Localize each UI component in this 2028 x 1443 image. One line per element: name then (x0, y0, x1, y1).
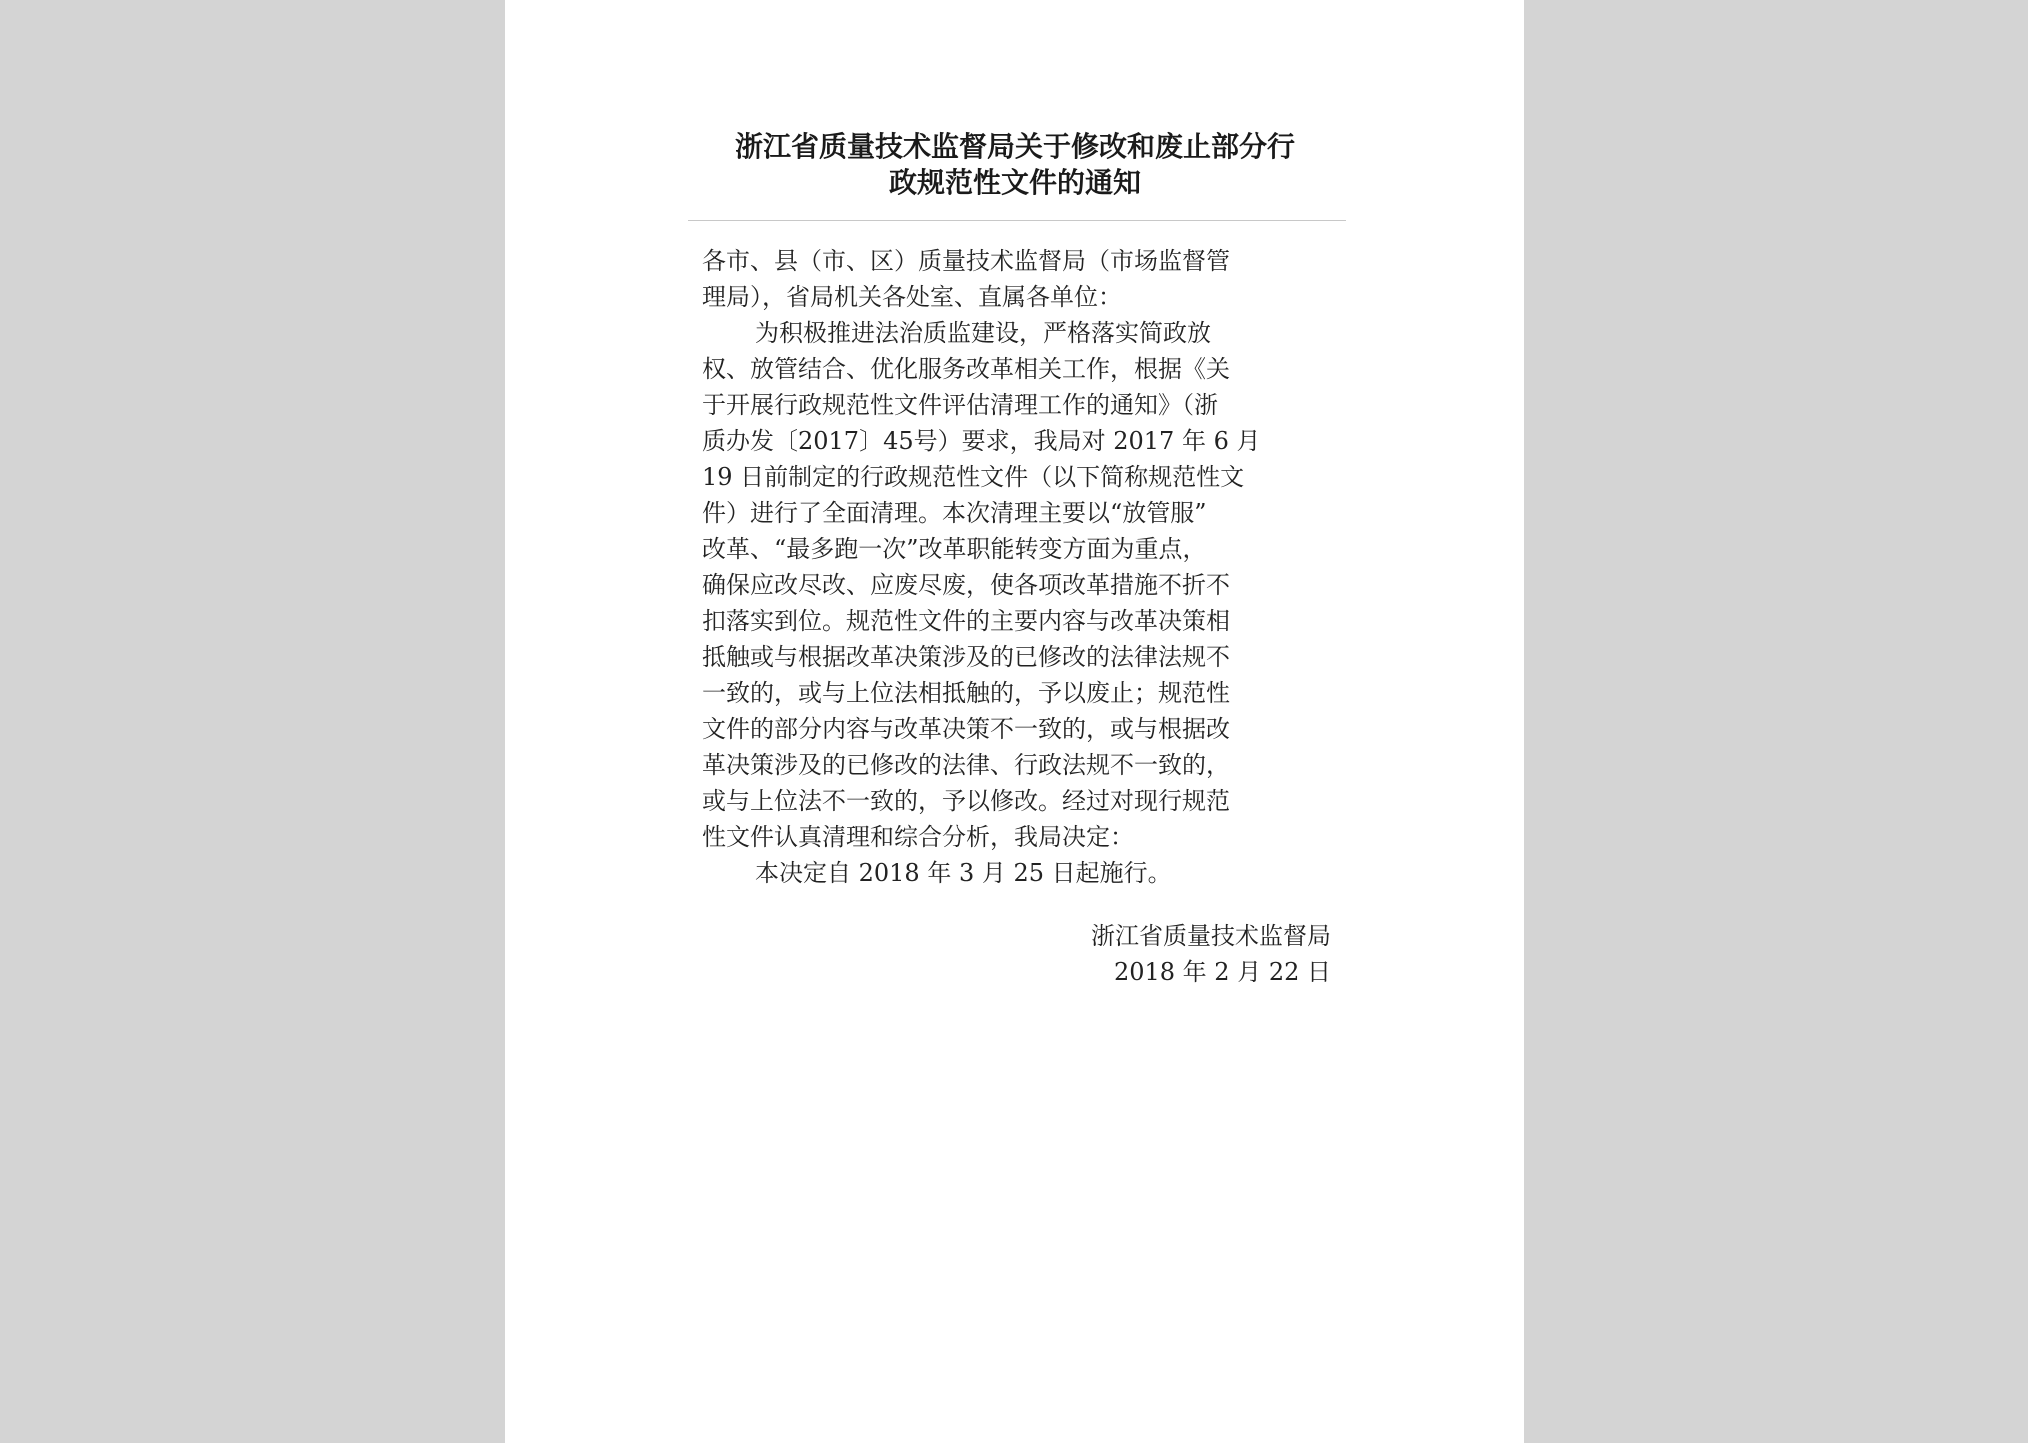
body-line: 抵触或与根据改革决策涉及的已修改的法律法规不 (702, 643, 1230, 671)
body-line: 文件的部分内容与改革决策不一致的，或与根据改 (702, 715, 1230, 743)
title-line: 政规范性文件的通知 (888, 166, 1141, 199)
body-line: 一致的，或与上位法相抵触的，予以废止；规范性 (702, 679, 1230, 707)
body-line: 件）进行了全面清理。本次清理主要以“放管服” (702, 499, 1207, 527)
paragraph-effective-date (702, 855, 1342, 891)
signature-block (1091, 918, 1331, 990)
body-line: 扣落实到位。规范性文件的主要内容与改革决策相 (702, 607, 1230, 635)
body-line: 权、放管结合、优化服务改革相关工作，根据《关 (702, 355, 1230, 383)
title-line: 浙江省质量技术监督局关于修改和废止部分行 (734, 130, 1295, 163)
body-line: 改革、“最多跑一次”改革职能转变方面为重点， (702, 535, 1207, 563)
body-line: 确保应改尽改、应废尽废，使各项改革措施不折不 (702, 571, 1230, 599)
body-line: 革决策涉及的已修改的法律、行政法规不一致的， (702, 751, 1230, 779)
body-line: 质办发〔2017〕45号）要求，我局对 2017 年 6 月 (702, 427, 1261, 455)
title-divider (688, 220, 1346, 221)
body-line: 为积极推进法治质监建设，严格落实简政放 (755, 319, 1211, 347)
paragraph-main (702, 315, 1342, 855)
body-line: 性文件认真清理和综合分析，我局决定： (702, 823, 1134, 851)
body-line: 理局），省局机关各处室、直属各单位： (702, 283, 1122, 311)
addressee (702, 243, 1342, 315)
document-page (505, 0, 1524, 1443)
body-line: 或与上位法不一致的，予以修改。经过对现行规范 (702, 787, 1230, 815)
body-line: 19 日前制定的行政规范性文件（以下简称规范性文 (702, 463, 1245, 491)
document-body (702, 243, 1342, 891)
signature-org: 浙江省质量技术监督局 (1091, 922, 1331, 950)
document-title (685, 128, 1345, 200)
body-line: 各市、县（市、区）质量技术监督局（市场监督管 (702, 247, 1230, 275)
body-line: 于开展行政规范性文件评估清理工作的通知》（浙 (702, 391, 1218, 419)
body-line: 本决定自 2018 年 3 月 25 日起施行。 (755, 859, 1172, 887)
signature-date: 2018 年 2 月 22 日 (1113, 958, 1331, 986)
